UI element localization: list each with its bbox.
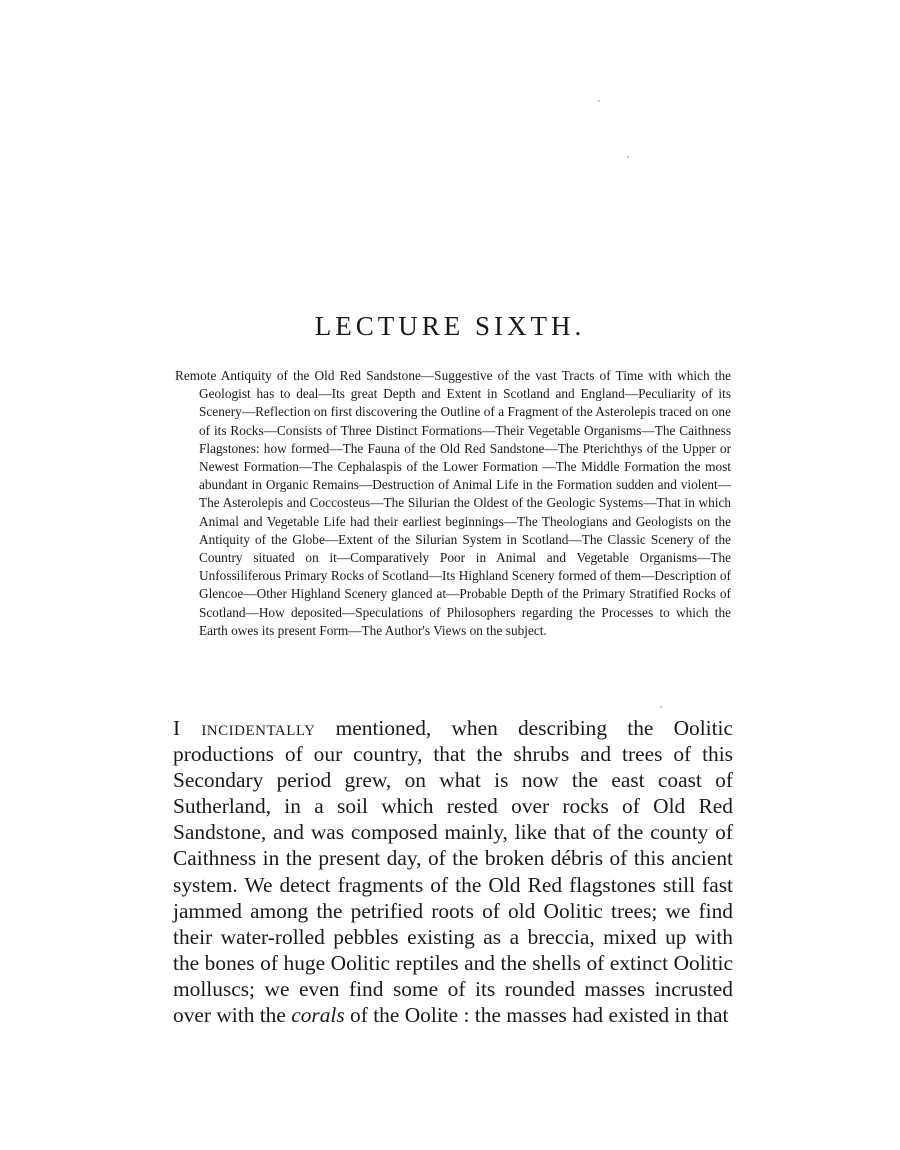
body-paragraph bbox=[173, 715, 733, 1028]
body-text-part-2: of the Oolite : the masses had existed in that bbox=[344, 1003, 729, 1028]
body-text-part-1: mentioned, when describing the Oolitic productions of our country, that the shrubs and trees of this Secondary period grew, on what is now the east coast of Sutherland, in a soil which rested over rocks of Old Red Sandstone, and was composed mainly, like that of the county of Caithness in the present day, of the broken débris of this ancient system. We detect fragments of the Old Red flagstones still fast jammed among the petrified roots of old Oolitic trees; we find their water-rolled pebbles existing as a breccia, mixed up with the bones of huge Oolitic reptiles and the shells of extinct Oolitic molluscs; we even find some of its rounded masses incrusted over with the bbox=[173, 716, 733, 1028]
paper-speck bbox=[627, 156, 629, 158]
paper-speck bbox=[598, 100, 600, 102]
italic-emphasis: corals bbox=[291, 1003, 345, 1028]
chapter-synopsis: Remote Antiquity of the Old Red Sandstone—Suggestive of the vast Tracts of Time with which the Geologist has to deal—Its great Depth and Extent in Scotland and England—Peculiarity of its Scenery—Reflection on first discovering the Outline of a Fragment of the Asterolepis traced on one of its Rocks—Consists of Three Distinct Formations—Their Vegetable Organisms—The Caithness Flagstones: how formed—The Fauna of the Old Red Sandstone—The Pterichthys of the Upper or Newest Formation—The Cephalaspis of the Lower Formation —The Middle Formation the most abundant in Organic Remains—Destruction of Animal Life in the Formation sudden and violent—The Asterolepis and Coccosteus—The Silurian the Oldest of the Geologic Systems—That in which Animal and Vegetable Life had their earliest beginnings—The Theologians and Geologists on the Antiquity of the Globe—Extent of the Silurian System in Scotland—The Classic Scenery of the Country situated on it—Comparatively Poor in Animal and Vegetable Organisms—The Unfossiliferous Primary Rocks of Scotland—Its Highland Scenery formed of them—Description of Glencoe—Other Highland Scenery glanced at—Probable Depth of the Primary Stratified Rocks of Scotland—How deposited—Speculations of Philosophers regarding the Processes to which the Earth owes its present Form—The Author's Views on the subject. bbox=[175, 368, 731, 638]
opening-small-caps: I incidentally bbox=[173, 716, 316, 740]
paper-speck bbox=[660, 706, 662, 708]
lecture-heading: LECTURE SIXTH. bbox=[314, 311, 586, 341]
